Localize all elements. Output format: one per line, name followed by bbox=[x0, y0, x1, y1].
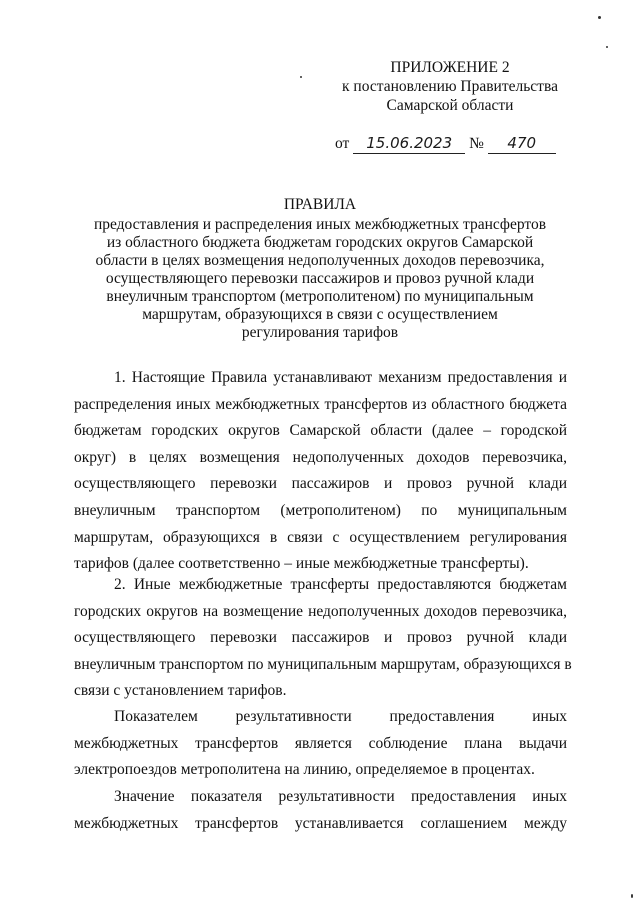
text-line: тарифов (далее соответственно – иные межбюджетные трансферты). bbox=[74, 555, 529, 573]
paragraph-3 bbox=[74, 704, 567, 784]
subtitle-line: области в целях возмещения недополученных доходов перевозчика, bbox=[95, 252, 545, 269]
scan-speck bbox=[631, 894, 633, 898]
subtitle-line: маршрутам, образующихся в связи с осуществлением bbox=[142, 306, 498, 323]
text-line: 1. Настоящие Правила устанавливают механизм предоставления и bbox=[114, 369, 567, 386]
text-line: 2. Иные межбюджетные трансферты предоставляются бюджетам bbox=[114, 576, 567, 593]
subtitle-line: предоставления и распределения иных межбюджетных трансфертов bbox=[93, 216, 547, 233]
scan-speck bbox=[300, 76, 302, 78]
scan-speck bbox=[598, 16, 601, 19]
subtitle-line: регулирования тарифов bbox=[241, 324, 399, 341]
paragraph-2 bbox=[74, 572, 572, 705]
text-line: городских округов на возмещение недополученных доходов перевозчика, bbox=[74, 602, 567, 620]
paragraph-4 bbox=[74, 784, 567, 837]
text-line: бюджетам городских округов Самарской области (далее – городской bbox=[74, 422, 567, 440]
text-line: связи с установлением тарифов. bbox=[74, 682, 287, 700]
document-subtitle bbox=[70, 216, 570, 342]
subtitle-line: из областного бюджета бюджетам городских округов Самарской bbox=[106, 234, 534, 251]
text-line: межбюджетных трансфертов является соблюдение плана выдачи bbox=[74, 734, 567, 752]
text-line: межбюджетных трансфертов устанавливается соглашением между bbox=[74, 814, 567, 832]
appendix-region: Самарской области bbox=[386, 97, 514, 114]
handwritten-date: 15.06.2023 bbox=[353, 133, 465, 154]
appendix-title: ПРИЛОЖЕНИЕ 2 bbox=[390, 59, 510, 76]
text-line: внеуличным транспортом по муниципальным маршрутам, образующихся в bbox=[74, 655, 572, 673]
text-line: электропоездов метрополитена на линию, определяемое в процентах. bbox=[74, 761, 535, 779]
appendix-subtitle: к постановлению Правительства bbox=[342, 78, 558, 95]
number-label: № bbox=[469, 135, 484, 152]
text-line: распределения иных межбюджетных трансфертов из областного бюджета bbox=[74, 395, 567, 413]
appendix-header bbox=[330, 58, 570, 115]
handwritten-number: 470 bbox=[488, 133, 556, 154]
subtitle-line: внеуличным транспортом (метрополитеном) по муниципальным bbox=[106, 288, 534, 305]
text-line: маршрутам, образующихся в связи с осуществлением регулирования bbox=[74, 528, 567, 546]
text-line: Показателем результативности предоставления иных bbox=[114, 708, 567, 725]
date-prefix: от bbox=[335, 135, 350, 152]
text-line: Значение показателя результативности предоставления иных bbox=[114, 788, 567, 805]
subtitle-line: осуществляющего перевозки пассажиров и провоз ручной клади bbox=[105, 270, 535, 287]
paragraph-1 bbox=[74, 365, 567, 578]
scan-speck bbox=[606, 46, 608, 48]
registration-line bbox=[335, 133, 595, 154]
text-line: осуществляющего перевозки пассажиров и провоз ручной клади bbox=[74, 629, 567, 647]
document-title: ПРАВИЛА bbox=[283, 196, 357, 213]
text-line: осуществляющего перевозки пассажиров и провоз ручной клади bbox=[74, 475, 567, 493]
text-line: внеуличным транспортом (метрополитеном) по муниципальным bbox=[74, 501, 567, 519]
text-line: округ) в целях возмещения недополученных доходов перевозчика, bbox=[74, 448, 567, 466]
